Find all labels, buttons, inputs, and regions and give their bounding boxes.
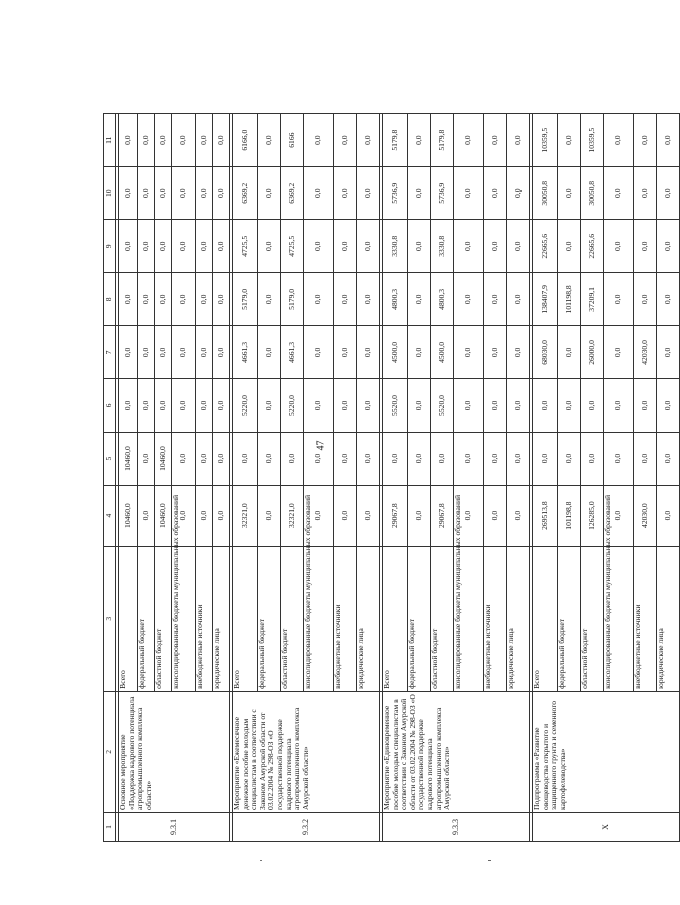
funding-source: внебюджетные источники (334, 546, 357, 691)
value-cell: 0,0 (507, 432, 530, 485)
value-cell: 0,0 (119, 114, 138, 167)
value-cell: 42030,0 (634, 485, 657, 546)
section-name: Подпрограмма «Развитие овощеводства открытого и защищенного грунта и семенного картофелеводства» (533, 691, 680, 812)
value-cell: 5220,0 (281, 379, 304, 432)
value-cell: 6369,2 (233, 167, 258, 220)
value-cell: 0,0 (172, 220, 196, 273)
value-cell: 0,0 (138, 114, 155, 167)
value-cell: 0,0 (507, 220, 530, 273)
value-cell: 0,0 (558, 379, 581, 432)
value-cell: 0,0 (334, 379, 357, 432)
value-cell: 5520,0 (383, 379, 408, 432)
value-cell: 0,0 (484, 273, 507, 326)
value-cell: 0,0 (258, 432, 281, 485)
value-cell: 0,0 (196, 485, 213, 546)
value-cell: 5179,0 (281, 273, 304, 326)
value-cell: 0,0 (507, 326, 530, 379)
value-cell: 0,0 (408, 379, 431, 432)
value-cell: 0,0 (258, 273, 281, 326)
funding-source: Всего (383, 546, 408, 691)
value-cell: 0,0 (558, 167, 581, 220)
value-cell: 0,0 (258, 326, 281, 379)
value-cell: 0,0 (484, 220, 507, 273)
value-cell: 0,0 (604, 432, 634, 485)
header-cell: 8 (104, 273, 116, 326)
value-cell: 0,0 (507, 114, 530, 167)
value-cell: 0,0 (657, 485, 680, 546)
value-cell: 0,0 (408, 220, 431, 273)
funding-source: юридические лица (657, 546, 680, 691)
header-cell: 1 (104, 812, 116, 841)
value-cell: 0,0 (604, 326, 634, 379)
value-cell: 0,0 (304, 379, 334, 432)
value-cell: 3330,8 (383, 220, 408, 273)
value-cell: 0,0 (304, 273, 334, 326)
section-code: 9.3.3 (383, 812, 530, 841)
value-cell: 0,0 (408, 114, 431, 167)
value-cell: 0,0 (357, 326, 380, 379)
value-cell: 0,0 (196, 220, 213, 273)
value-cell: 0,0 (258, 379, 281, 432)
value-cell: 10460,0 (119, 485, 138, 546)
funding-source: юридические лица (357, 546, 380, 691)
value-cell: 0,0 (484, 326, 507, 379)
value-cell: 0,0 (172, 485, 196, 546)
value-cell: 42030,0 (634, 326, 657, 379)
value-cell: 0,0 (155, 220, 172, 273)
value-cell: 0,0 (454, 167, 484, 220)
value-cell: 5179,8 (383, 114, 408, 167)
value-cell: 0,0 (172, 326, 196, 379)
value-cell: 0,0 (172, 379, 196, 432)
value-cell: 0,0 (334, 273, 357, 326)
value-cell: 0,0 (408, 432, 431, 485)
header-cell: 11 (104, 114, 116, 167)
funding-source: областной бюджет (581, 546, 604, 691)
value-cell: 0,0 (334, 485, 357, 546)
value-cell: 0,0 (558, 114, 581, 167)
value-cell: 0,0 (138, 432, 155, 485)
value-cell: 0,0 (258, 220, 281, 273)
page-number: 47 (315, 440, 327, 451)
funding-source: федеральный бюджет (408, 546, 431, 691)
value-cell: 0,0 (657, 273, 680, 326)
value-cell: 0,0 (454, 326, 484, 379)
value-cell: 5179,0 (233, 273, 258, 326)
value-cell: 0,0 (484, 379, 507, 432)
value-cell: 0,0 (304, 114, 334, 167)
value-cell: 0,0 (213, 326, 230, 379)
value-cell: 0,0 (634, 114, 657, 167)
value-cell: 0,0 (634, 379, 657, 432)
value-cell: 0,0 (304, 485, 334, 546)
value-cell: 0,0 (213, 432, 230, 485)
value-cell: 0,0 (196, 273, 213, 326)
value-cell: 0,0 (357, 485, 380, 546)
scan-speck (260, 860, 262, 861)
value-cell: 29067,8 (383, 485, 408, 546)
value-cell: 0,0 (119, 326, 138, 379)
value-cell: 126285,0 (581, 485, 604, 546)
value-cell: 0,0 (484, 167, 507, 220)
value-cell: 0,0 (581, 432, 604, 485)
value-cell: 0,0 (334, 167, 357, 220)
value-cell: 0,0 (258, 167, 281, 220)
value-cell: 0,0 (657, 379, 680, 432)
value-cell: 0,0 (657, 326, 680, 379)
scan-speck (488, 860, 491, 861)
value-cell: 0,0 (533, 432, 558, 485)
value-cell: 0,0 (196, 114, 213, 167)
value-cell: 0,0 (172, 167, 196, 220)
value-cell: 0,0 (634, 220, 657, 273)
value-cell: 0,0 (533, 379, 558, 432)
funding-source: консолидированные бюджеты муниципальных образований (454, 546, 484, 691)
value-cell: 0,0 (334, 326, 357, 379)
value-cell: 6369,2 (281, 167, 304, 220)
value-cell: 0,0 (155, 326, 172, 379)
funding-source: Всего (119, 546, 138, 691)
value-cell: 0,0 (138, 220, 155, 273)
value-cell: 4800,3 (383, 273, 408, 326)
rotated-table-content (103, 60, 672, 842)
funding-source: Всего (533, 546, 558, 691)
value-cell: 0,0 (138, 485, 155, 546)
funding-source: внебюджетные источники (196, 546, 213, 691)
value-cell: 0,0 (357, 273, 380, 326)
value-cell: 0,0 (558, 432, 581, 485)
value-cell: 0,0 (431, 432, 454, 485)
funding-source: федеральный бюджет (558, 546, 581, 691)
header-cell: 3 (104, 546, 116, 691)
value-cell: 10359,5 (533, 114, 558, 167)
value-cell: 0,0 (454, 432, 484, 485)
header-cell: 4 (104, 485, 116, 546)
value-cell: 0,0 (558, 326, 581, 379)
value-cell: 0,0 (196, 379, 213, 432)
value-cell: 0,0 (334, 114, 357, 167)
value-cell: 0,0 (357, 167, 380, 220)
value-cell: 0,0 (213, 379, 230, 432)
value-cell: 0,0 (604, 114, 634, 167)
value-cell: 0,0 (138, 326, 155, 379)
header-cell: 6 (104, 379, 116, 432)
value-cell: 4800,3 (431, 273, 454, 326)
value-cell: 0,0 (233, 432, 258, 485)
funding-source: юридические лица (507, 546, 530, 691)
value-cell: 138407,9 (533, 273, 558, 326)
value-cell: 0,0 (119, 379, 138, 432)
funding-source: областной бюджет (431, 546, 454, 691)
value-cell: 0,0 (634, 273, 657, 326)
funding-source: Всего (233, 546, 258, 691)
funding-source: областной бюджет (155, 546, 172, 691)
value-cell: 10460,0 (155, 432, 172, 485)
funding-source: федеральный бюджет (258, 546, 281, 691)
value-cell: 10460,0 (119, 432, 138, 485)
value-cell: 0,0 (258, 114, 281, 167)
value-cell: 29067,8 (431, 485, 454, 546)
header-cell: 5 (104, 432, 116, 485)
table-row (383, 61, 408, 842)
value-cell: 26000,0 (581, 326, 604, 379)
value-cell: 0,0 (357, 220, 380, 273)
header-cell: 7 (104, 326, 116, 379)
rotated-table-frame (103, 60, 672, 842)
value-cell: 0,0 (454, 220, 484, 273)
section-code: 9.3.2 (233, 812, 380, 841)
value-cell: 4500,0 (431, 326, 454, 379)
header-cell: 10 (104, 167, 116, 220)
funding-source: внебюджетные источники (634, 546, 657, 691)
value-cell: 0,0 (507, 273, 530, 326)
value-cell: 4661,3 (281, 326, 304, 379)
value-cell: 101198,8 (558, 273, 581, 326)
value-cell: 0,0 (454, 379, 484, 432)
value-cell: 0,0 (196, 167, 213, 220)
value-cell: 0,0 (138, 167, 155, 220)
value-cell: 0,0 (138, 379, 155, 432)
value-cell: 0,0 (155, 167, 172, 220)
value-cell: 0,0 (581, 379, 604, 432)
value-cell: 0,0 (119, 167, 138, 220)
value-cell: 0,0 (119, 220, 138, 273)
value-cell: 0,0 (172, 273, 196, 326)
value-cell: 0,0 (558, 220, 581, 273)
value-cell: 0,0 (155, 273, 172, 326)
table-row (233, 61, 258, 842)
value-cell: 5520,0 (431, 379, 454, 432)
value-cell: 0,0 (484, 432, 507, 485)
header-cell: 2 (104, 691, 116, 812)
header-row (104, 61, 116, 842)
value-cell: 10359,5 (581, 114, 604, 167)
value-cell: 0,0 (155, 114, 172, 167)
value-cell: 0,0 (604, 379, 634, 432)
value-cell: 0,0 (357, 379, 380, 432)
value-cell: 0,0 (408, 326, 431, 379)
value-cell: 0,0 (213, 485, 230, 546)
value-cell: 5220,0 (233, 379, 258, 432)
value-cell: 4725,5 (233, 220, 258, 273)
value-cell: 0,0 (213, 167, 230, 220)
section-code: 9.3.1 (119, 812, 230, 841)
value-cell: 4725,5 (281, 220, 304, 273)
value-cell: 32321,0 (281, 485, 304, 546)
value-cell: 6166,0 (233, 114, 258, 167)
funding-source: юридические лица (213, 546, 230, 691)
value-cell: 5736,9 (431, 167, 454, 220)
value-cell: 0,0 (138, 273, 155, 326)
funding-source: консолидированные бюджеты муниципальных образований (604, 546, 634, 691)
header-cell: 9 (104, 220, 116, 273)
table-row (533, 61, 558, 842)
value-cell: 32321,0 (233, 485, 258, 546)
value-cell: 0,0 (196, 432, 213, 485)
value-cell: 10460,0 (155, 485, 172, 546)
value-cell: 22665,6 (533, 220, 558, 273)
funding-source: областной бюджет (281, 546, 304, 691)
funding-source: консолидированные бюджеты муниципальных образований (304, 546, 334, 691)
value-cell: 0,0 (408, 167, 431, 220)
section-code: X (533, 812, 680, 841)
value-cell: 6166 (281, 114, 304, 167)
section-name: Основное мероприятие «Поддержка кадрового потенциала агропромышленного комплекса области» (119, 691, 230, 812)
value-cell: 0,0 (454, 114, 484, 167)
value-cell: 30050,8 (533, 167, 558, 220)
budget-table-body (104, 61, 680, 842)
value-cell: 101198,8 (558, 485, 581, 546)
value-cell: 0,0 (172, 114, 196, 167)
value-cell: 0,0 (657, 114, 680, 167)
value-cell: 0,0 (408, 485, 431, 546)
value-cell: 0,0 (604, 485, 634, 546)
value-cell: 3330,8 (431, 220, 454, 273)
value-cell: 0,0 (657, 167, 680, 220)
value-cell: 0,0 (281, 432, 304, 485)
value-cell: 5179,8 (431, 114, 454, 167)
value-cell: 0,0 (213, 220, 230, 273)
value-cell: 0,0 (119, 273, 138, 326)
value-cell: 5736,9 (383, 167, 408, 220)
value-cell: 4500,0 (383, 326, 408, 379)
value-cell: 0,0 (304, 167, 334, 220)
value-cell: 30050,8 (581, 167, 604, 220)
value-cell: 0,0 (604, 220, 634, 273)
value-cell: 0,0 (304, 326, 334, 379)
section-name: Мероприятие «Ежемесячное денежное пособие молодым специалистам в соответствии с Законом Амурской области от 03.02.2004 № 298-ОЗ «О государственной поддержке кадрового потенциала агропромышленного комплекса Амурской области» (233, 691, 380, 812)
value-cell: 0,0 (454, 273, 484, 326)
value-cell: 0,0 (657, 432, 680, 485)
value-cell: 37209,1 (581, 273, 604, 326)
section-name: Мероприятие «Единовременное пособие молодым специалистам в соответствии с Законом Амурской области от 03.02.2004 № 298-ОЗ «О государственной поддержке кадрового потенциала агропромышленного комплекса Амурской области» (383, 691, 530, 812)
value-cell: 0,0 (634, 167, 657, 220)
value-cell: 0,0 (213, 114, 230, 167)
value-cell: 0,0 (304, 220, 334, 273)
value-cell: 0,0 (604, 167, 634, 220)
value-cell: 0,0 (484, 114, 507, 167)
value-cell: 0,0 (258, 485, 281, 546)
value-cell: 0,0 (507, 167, 530, 220)
value-cell: 0,0 (408, 273, 431, 326)
budget-table (103, 60, 680, 842)
value-cell: 0,0 (604, 273, 634, 326)
value-cell: 68030,0 (533, 326, 558, 379)
value-cell: 0,0 (357, 432, 380, 485)
value-cell: 0,0 (196, 326, 213, 379)
value-cell: 0,0 (213, 273, 230, 326)
value-cell: 0,0 (484, 485, 507, 546)
value-cell: 0,0 (304, 432, 334, 485)
value-cell: 0,0 (454, 485, 484, 546)
value-cell: 0,0 (155, 379, 172, 432)
funding-source: федеральный бюджет (138, 546, 155, 691)
value-cell: 269513,8 (533, 485, 558, 546)
funding-source: внебюджетные источники (484, 546, 507, 691)
value-cell: 0,0 (334, 220, 357, 273)
table-row (119, 61, 138, 842)
value-cell: 0,0 (357, 114, 380, 167)
value-cell: 0,0 (334, 432, 357, 485)
value-cell: 22665,6 (581, 220, 604, 273)
value-cell: 4661,3 (233, 326, 258, 379)
value-cell: 0,0 (172, 432, 196, 485)
value-cell: 0,0 (507, 379, 530, 432)
value-cell: 0,0 (507, 485, 530, 546)
funding-source: консолидированные бюджеты муниципальных образований (172, 546, 196, 691)
value-cell: 0,0 (657, 220, 680, 273)
value-cell: 0,0 (634, 432, 657, 485)
value-cell: 0,0 (383, 432, 408, 485)
